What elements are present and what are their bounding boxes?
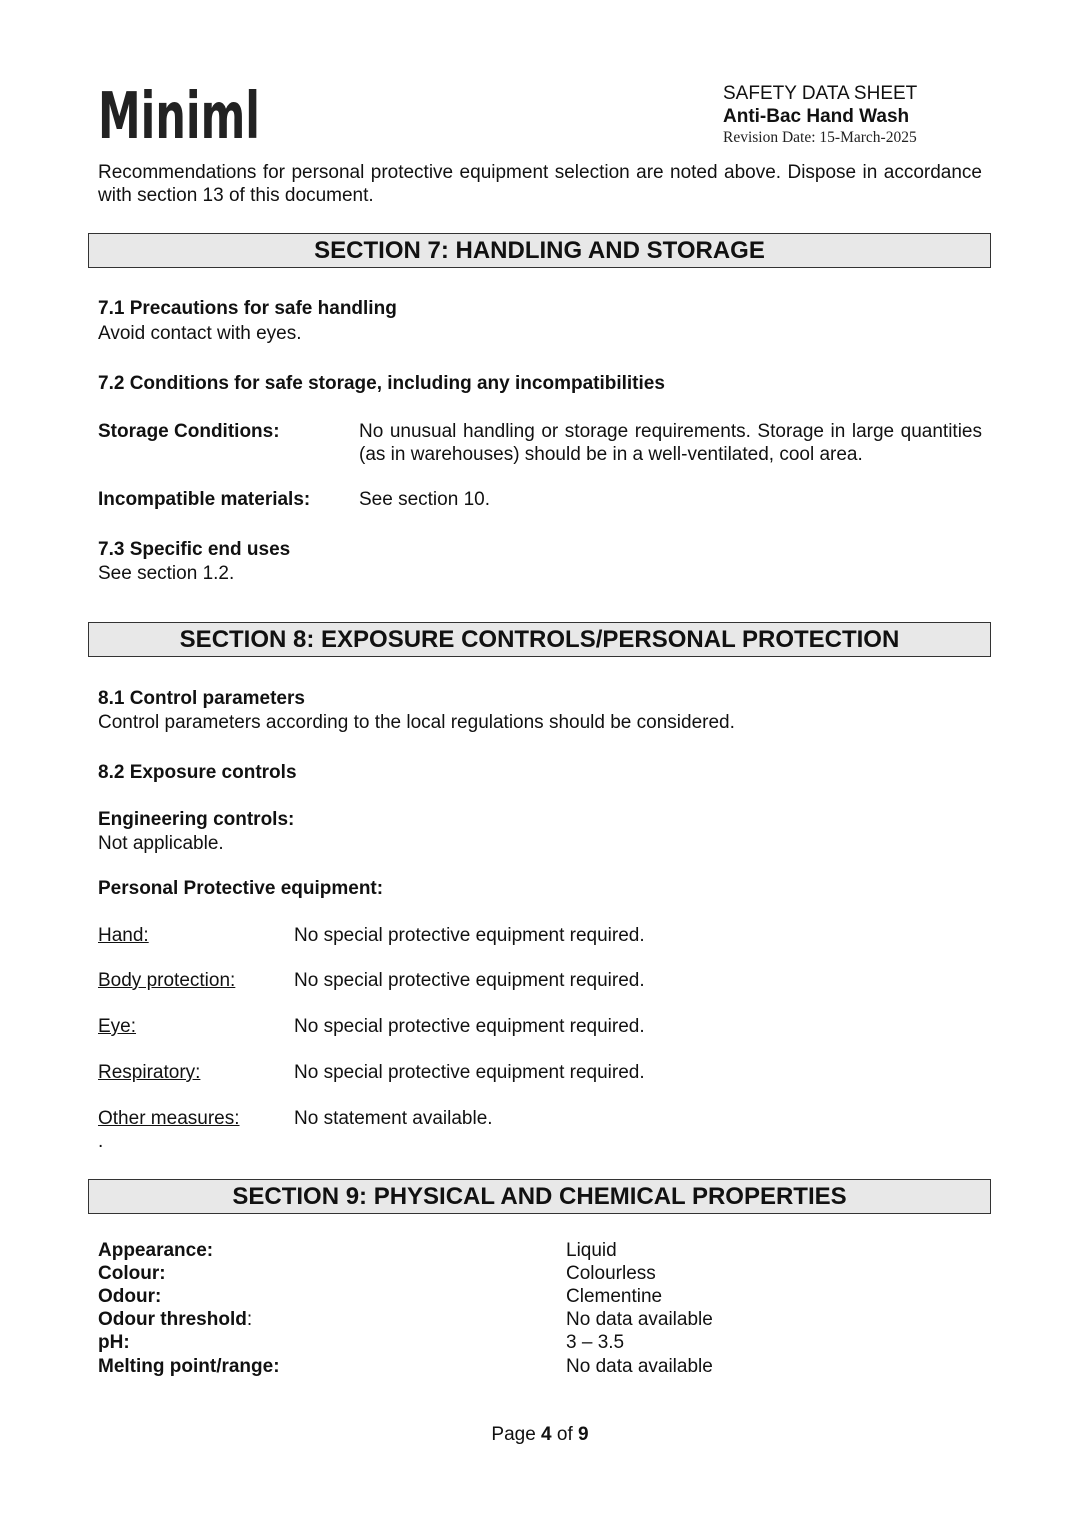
s73-text: See section 1.2. <box>98 563 235 584</box>
ppe-body-label: Body protection: <box>98 970 236 991</box>
s81-text: Control parameters according to the local regulations should be considered. <box>98 712 735 733</box>
footer-prefix: Page <box>491 1424 542 1445</box>
miniml-logo <box>98 72 268 152</box>
section-8-title: SECTION 8: EXPOSURE CONTROLS/PERSONAL PROTECTION <box>88 622 991 657</box>
prop-colour-value: Colourless <box>566 1263 656 1284</box>
prop-ph-value: 3 – 3.5 <box>566 1332 625 1353</box>
ppe-eye-label: Eye: <box>98 1016 137 1037</box>
prop-melting-value: No data available <box>566 1356 713 1377</box>
logo-text: Miniml <box>98 80 260 154</box>
prop-melting-label: Melting point/range: <box>98 1356 280 1377</box>
revision-date: Revision Date: 15-March-2025 <box>723 129 917 146</box>
section-7-title: SECTION 7: HANDLING AND STORAGE <box>88 233 991 268</box>
footer-total-pages: 9 <box>578 1424 589 1445</box>
prop-appearance-label: Appearance: <box>98 1240 214 1261</box>
doc-type: SAFETY DATA SHEET <box>723 83 918 104</box>
prop-odour-threshold-colon: : <box>246 1309 253 1330</box>
ppe-body-value: No special protective equipment required. <box>294 970 645 991</box>
product-name: Anti-Bac Hand Wash <box>723 106 910 127</box>
s81-heading: 8.1 Control parameters <box>98 688 305 709</box>
engineering-controls-value: Not applicable. <box>98 833 224 854</box>
s73-heading: 7.3 Specific end uses <box>98 539 291 560</box>
prop-ph-label: pH: <box>98 1332 130 1353</box>
ppe-hand-value: No special protective equipment required. <box>294 925 645 946</box>
storage-conditions-value: No unusual handling or storage requirements. Storage in large quantities (as in warehouses) should be in a well-ventilated, cool area. <box>359 421 982 465</box>
incompatible-materials-value: See section 10. <box>359 489 490 510</box>
trailing-dot: . <box>98 1131 104 1152</box>
prop-odour-value: Clementine <box>566 1286 663 1307</box>
incompatible-materials-label: Incompatible materials: <box>98 489 311 510</box>
ppe-eye-value: No special protective equipment required. <box>294 1016 645 1037</box>
s71-heading: 7.1 Precautions for safe handling <box>98 298 397 319</box>
prop-odour-threshold-row <box>98 1308 252 1331</box>
ppe-heading: Personal Protective equipment: <box>98 878 384 899</box>
ppe-respiratory-label: Respiratory: <box>98 1062 201 1083</box>
section-9-title: SECTION 9: PHYSICAL AND CHEMICAL PROPERTIES <box>88 1179 991 1214</box>
prop-odour-label: Odour: <box>98 1286 162 1307</box>
engineering-controls-label: Engineering controls: <box>98 809 295 830</box>
prop-appearance-value: Liquid <box>566 1240 617 1261</box>
prop-colour-label: Colour: <box>98 1263 166 1284</box>
s72-heading: 7.2 Conditions for safe storage, including any incompatibilities <box>98 373 665 394</box>
storage-conditions-label: Storage Conditions: <box>98 421 280 442</box>
ppe-respiratory-value: No special protective equipment required. <box>294 1062 645 1083</box>
s71-text: Avoid contact with eyes. <box>98 323 302 344</box>
ppe-hand-label: Hand: <box>98 925 149 946</box>
document-header <box>723 82 917 147</box>
ppe-other-value: No statement available. <box>294 1108 493 1129</box>
prop-odour-threshold-label: Odour threshold <box>98 1309 247 1330</box>
intro-paragraph: Recommendations for personal protective equipment selection are noted above. Dispose in accordance with section 13 of this document. <box>98 162 982 206</box>
ppe-other-label: Other measures: <box>98 1108 240 1129</box>
s82-heading: 8.2 Exposure controls <box>98 762 297 783</box>
page-footer <box>0 1423 1080 1446</box>
prop-odour-threshold-value: No data available <box>566 1309 713 1330</box>
footer-middle: of <box>551 1424 579 1445</box>
footer-current-page: 4 <box>541 1424 552 1445</box>
